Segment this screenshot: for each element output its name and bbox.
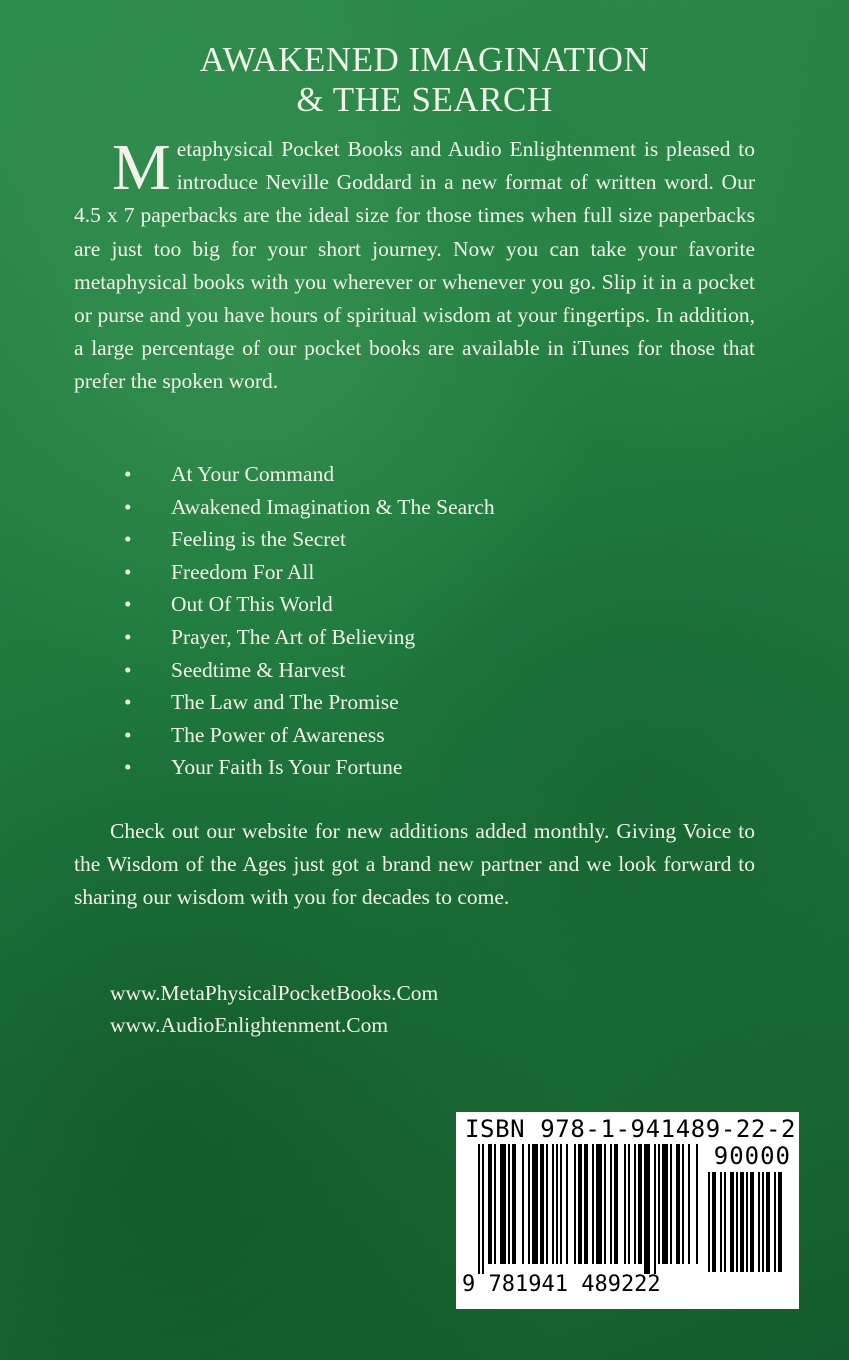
bullet: • bbox=[124, 755, 132, 780]
barcode-bar bbox=[676, 1144, 680, 1264]
barcode-bar bbox=[556, 1144, 558, 1264]
barcode-bar bbox=[712, 1172, 716, 1272]
isbn-label: ISBN 978-1-941489-22-2 bbox=[465, 1115, 797, 1143]
book-title: Awakened Imagination & The Search bbox=[171, 494, 495, 519]
list-item bbox=[124, 491, 495, 524]
book-title: Freedom For All bbox=[171, 559, 315, 584]
barcode-bar bbox=[482, 1144, 484, 1274]
barcode-bar bbox=[624, 1144, 626, 1264]
barcode-bar bbox=[644, 1144, 650, 1274]
bullet: • bbox=[124, 624, 132, 649]
bullet: • bbox=[124, 722, 132, 747]
list-item bbox=[124, 719, 495, 752]
barcode-bar bbox=[762, 1172, 764, 1272]
barcode-bar bbox=[584, 1144, 588, 1264]
barcode-bar bbox=[720, 1172, 722, 1272]
book-title: Your Faith Is Your Fortune bbox=[171, 755, 403, 780]
barcode-bar bbox=[508, 1144, 510, 1264]
book-title: The Law and The Promise bbox=[171, 690, 399, 715]
ean-digits: 9 781941 489222 bbox=[462, 1272, 661, 1297]
barcode-bar bbox=[540, 1144, 544, 1264]
barcode-bar bbox=[688, 1144, 690, 1264]
barcode-bar bbox=[778, 1172, 782, 1272]
barcode-bar bbox=[528, 1144, 530, 1264]
barcode-bar bbox=[750, 1172, 754, 1272]
barcode-bar bbox=[730, 1172, 734, 1272]
list-item bbox=[124, 654, 495, 687]
barcode-bar bbox=[736, 1172, 738, 1272]
barcode-bar bbox=[696, 1144, 698, 1264]
barcode-bar bbox=[494, 1144, 496, 1264]
bullet: • bbox=[124, 559, 132, 584]
title-line-1: AWAKENED IMAGINATION bbox=[199, 40, 650, 79]
barcode-bar bbox=[774, 1172, 776, 1272]
intro-paragraph bbox=[74, 133, 755, 399]
barcode-bar bbox=[566, 1144, 568, 1264]
book-title: The Power of Awareness bbox=[171, 722, 385, 747]
barcode-bar bbox=[552, 1144, 554, 1264]
barcode-bar bbox=[724, 1172, 726, 1272]
barcode-bar bbox=[546, 1144, 548, 1264]
title-line-2: & THE SEARCH bbox=[296, 80, 553, 119]
barcode-bar bbox=[634, 1144, 636, 1264]
barcode-bar bbox=[654, 1144, 656, 1274]
barcode-bar bbox=[708, 1172, 710, 1272]
website-url: www.AudioEnlightenment.Com bbox=[110, 1013, 389, 1038]
barcode-bar bbox=[682, 1144, 684, 1264]
barcode-bar bbox=[500, 1144, 506, 1264]
list-item bbox=[124, 556, 495, 589]
barcode-bar bbox=[522, 1144, 524, 1264]
isbn-barcode bbox=[456, 1112, 799, 1309]
book-list bbox=[124, 458, 495, 784]
barcode-bar bbox=[758, 1172, 760, 1272]
barcode-bar bbox=[638, 1144, 642, 1264]
website-url: www.MetaPhysicalPocketBooks.Com bbox=[110, 981, 439, 1005]
outro-paragraph: Check out our website for new additions added monthly. Giving Voice to the Wisdom of the Ages just got a brand new partner and we look forward to sharing our wisdom with you for decades to come. bbox=[74, 819, 755, 910]
website-list bbox=[110, 977, 438, 1042]
ean-bars bbox=[478, 1144, 700, 1274]
list-item bbox=[124, 523, 495, 556]
barcode-bar bbox=[592, 1144, 594, 1264]
list-item bbox=[124, 458, 495, 491]
bullet: • bbox=[124, 462, 132, 486]
barcode-bar bbox=[614, 1144, 618, 1264]
barcode-bar bbox=[512, 1144, 516, 1264]
bullet: • bbox=[124, 657, 132, 682]
barcode-bar bbox=[610, 1144, 612, 1264]
barcode-bar bbox=[662, 1144, 668, 1264]
price-code: 90000 bbox=[713, 1142, 791, 1170]
barcode-bar bbox=[478, 1144, 480, 1274]
book-title: Out Of This World bbox=[171, 592, 333, 617]
book-title: Seedtime & Harvest bbox=[171, 657, 346, 682]
barcode-bar bbox=[574, 1144, 576, 1264]
drop-cap: M bbox=[112, 131, 171, 204]
list-item bbox=[124, 686, 495, 719]
barcode-bar bbox=[560, 1144, 562, 1264]
barcode-bar bbox=[670, 1144, 672, 1264]
bullet: • bbox=[124, 690, 132, 715]
list-item bbox=[124, 621, 495, 654]
barcode-bar bbox=[596, 1144, 602, 1264]
barcode-bar bbox=[658, 1144, 660, 1264]
book-title: Feeling is the Secret bbox=[171, 527, 346, 552]
barcode-bar bbox=[578, 1144, 582, 1264]
barcode-bar bbox=[532, 1144, 538, 1264]
barcode-bar bbox=[488, 1144, 492, 1264]
list-item bbox=[124, 751, 495, 784]
bullet: • bbox=[124, 592, 132, 617]
barcode-bar bbox=[628, 1144, 630, 1264]
addon-bars bbox=[708, 1172, 792, 1274]
intro-text: etaphysical Pocket Books and Audio Enlightenment is pleased to introduce Neville Goddard in a new format of written word. Our 4.5 x 7 paperbacks are the ideal size for those times when full size paperbacks are just too big for your short journey. Now you can take your favorite metaphysical books with you wherever or whenever you go. Slip it in a pocket or purse and you have hours of spiritual wisdom at your fingertips. In addition, a large percentage of our pocket books are available in iTunes for those that prefer the spoken word. bbox=[74, 137, 755, 394]
barcode-bar bbox=[604, 1144, 606, 1264]
bullet: • bbox=[124, 494, 132, 519]
barcode-bar bbox=[766, 1172, 770, 1272]
barcode-bar bbox=[746, 1172, 748, 1272]
barcode-bar bbox=[740, 1172, 744, 1272]
bullet: • bbox=[124, 527, 132, 552]
list-item bbox=[124, 588, 495, 621]
book-title: At Your Command bbox=[171, 462, 335, 486]
book-title: Prayer, The Art of Believing bbox=[171, 624, 416, 649]
